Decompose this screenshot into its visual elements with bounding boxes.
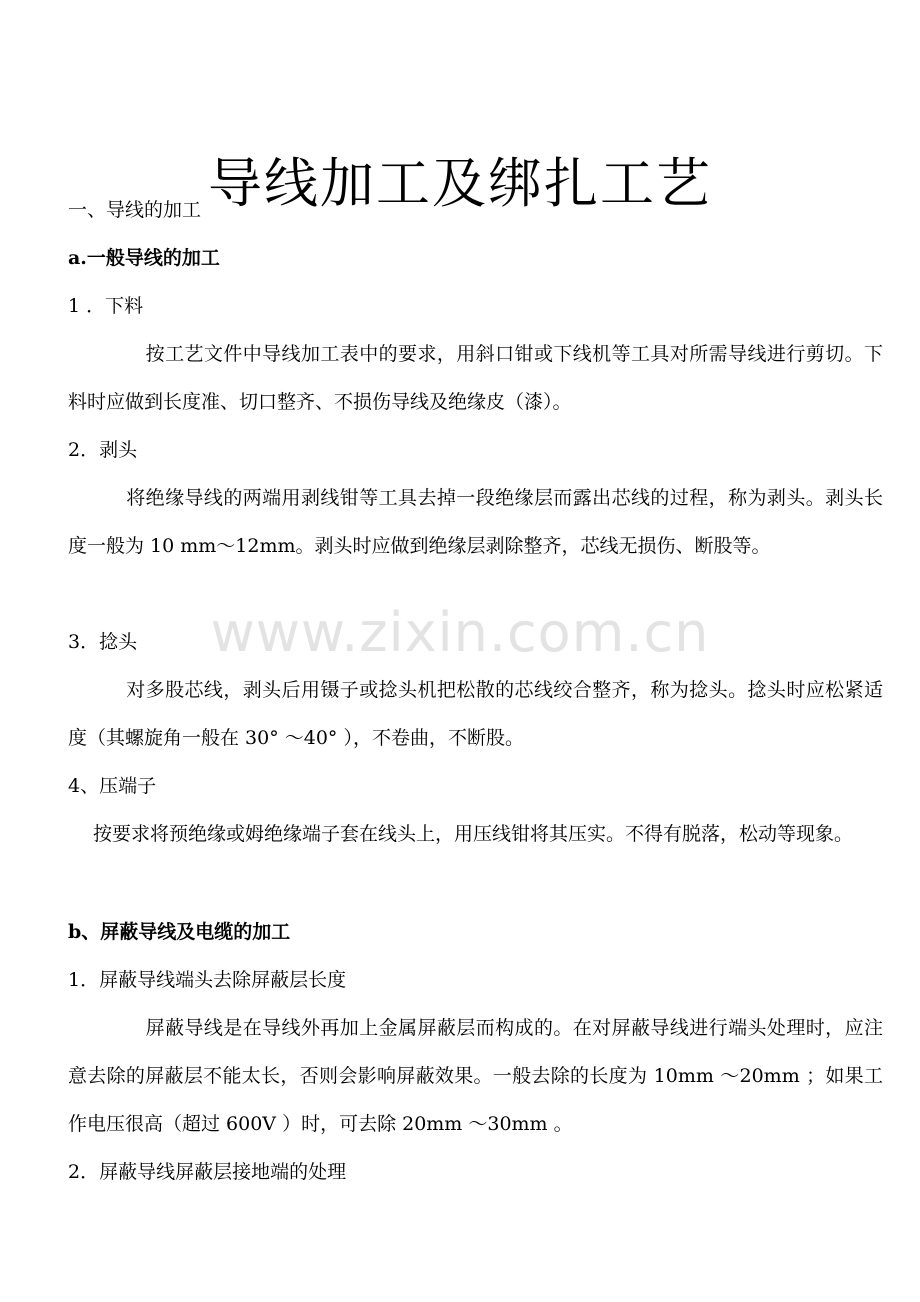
paragraph-twisting: 对多股芯线，剥头后用镊子或捻头机把松散的芯线绞合整齐，称为捻头。捻头时应松紧适度（其螺旋角一般在 30° ～40° ），不卷曲，不断股。 xyxy=(68,679,883,749)
watermark: www.zixin.com.cn xyxy=(210,601,710,664)
section-heading-wire-processing: 一、导线的加工 xyxy=(68,199,202,221)
subsection-heading-general-wire: a.一般导线的加工 xyxy=(68,247,220,269)
paragraph-shield-removal-length: 屏蔽导线是在导线外再加上金属屏蔽层而构成的。在对屏蔽导线进行端头处理时，应注意去除的屏蔽层不能太长，否则会影响屏蔽效果。一般去除的长度为 10mm ～20mm ；如果工作电压很高（超过 600V ）时，可去除 20mm ～30mm 。 xyxy=(68,1017,883,1135)
subsection-heading-shielded-wire: b、屏蔽导线及电缆的加工 xyxy=(68,921,291,943)
paragraph-cutting: 按工艺文件中导线加工表中的要求，用斜口钳或下线机等工具对所需导线进行剪切。下料时应做到长度准、切口整齐、不损伤导线及绝缘皮（漆）。 xyxy=(68,343,883,413)
paragraph-stripping: 将绝缘导线的两端用剥线钳等工具去掉一段绝缘层而露出芯线的过程，称为剥头。剥头长度一般为 10 mm～12mm。剥头时应做到绝缘层剥除整齐，芯线无损伤、断股等。 xyxy=(68,487,883,557)
item-heading-stripping: 2．剥头 xyxy=(68,439,138,461)
item-heading-twisting: 3．捻头 xyxy=(68,631,138,653)
item-heading-cutting: 1 ．下料 xyxy=(68,295,144,317)
item-heading-crimping: 4、压端子 xyxy=(68,775,157,797)
document-title: 导线加工及绑扎工艺 xyxy=(208,152,712,216)
item-heading-shield-removal-length: 1．屏蔽导线端头去除屏蔽层长度 xyxy=(68,969,347,991)
item-heading-shield-grounding: 2．屏蔽导线屏蔽层接地端的处理 xyxy=(68,1161,347,1183)
paragraph-crimping: 按要求将预绝缘或姆绝缘端子套在线头上，用压线钳将其压实。不得有脱落，松动等现象。 xyxy=(68,823,854,845)
